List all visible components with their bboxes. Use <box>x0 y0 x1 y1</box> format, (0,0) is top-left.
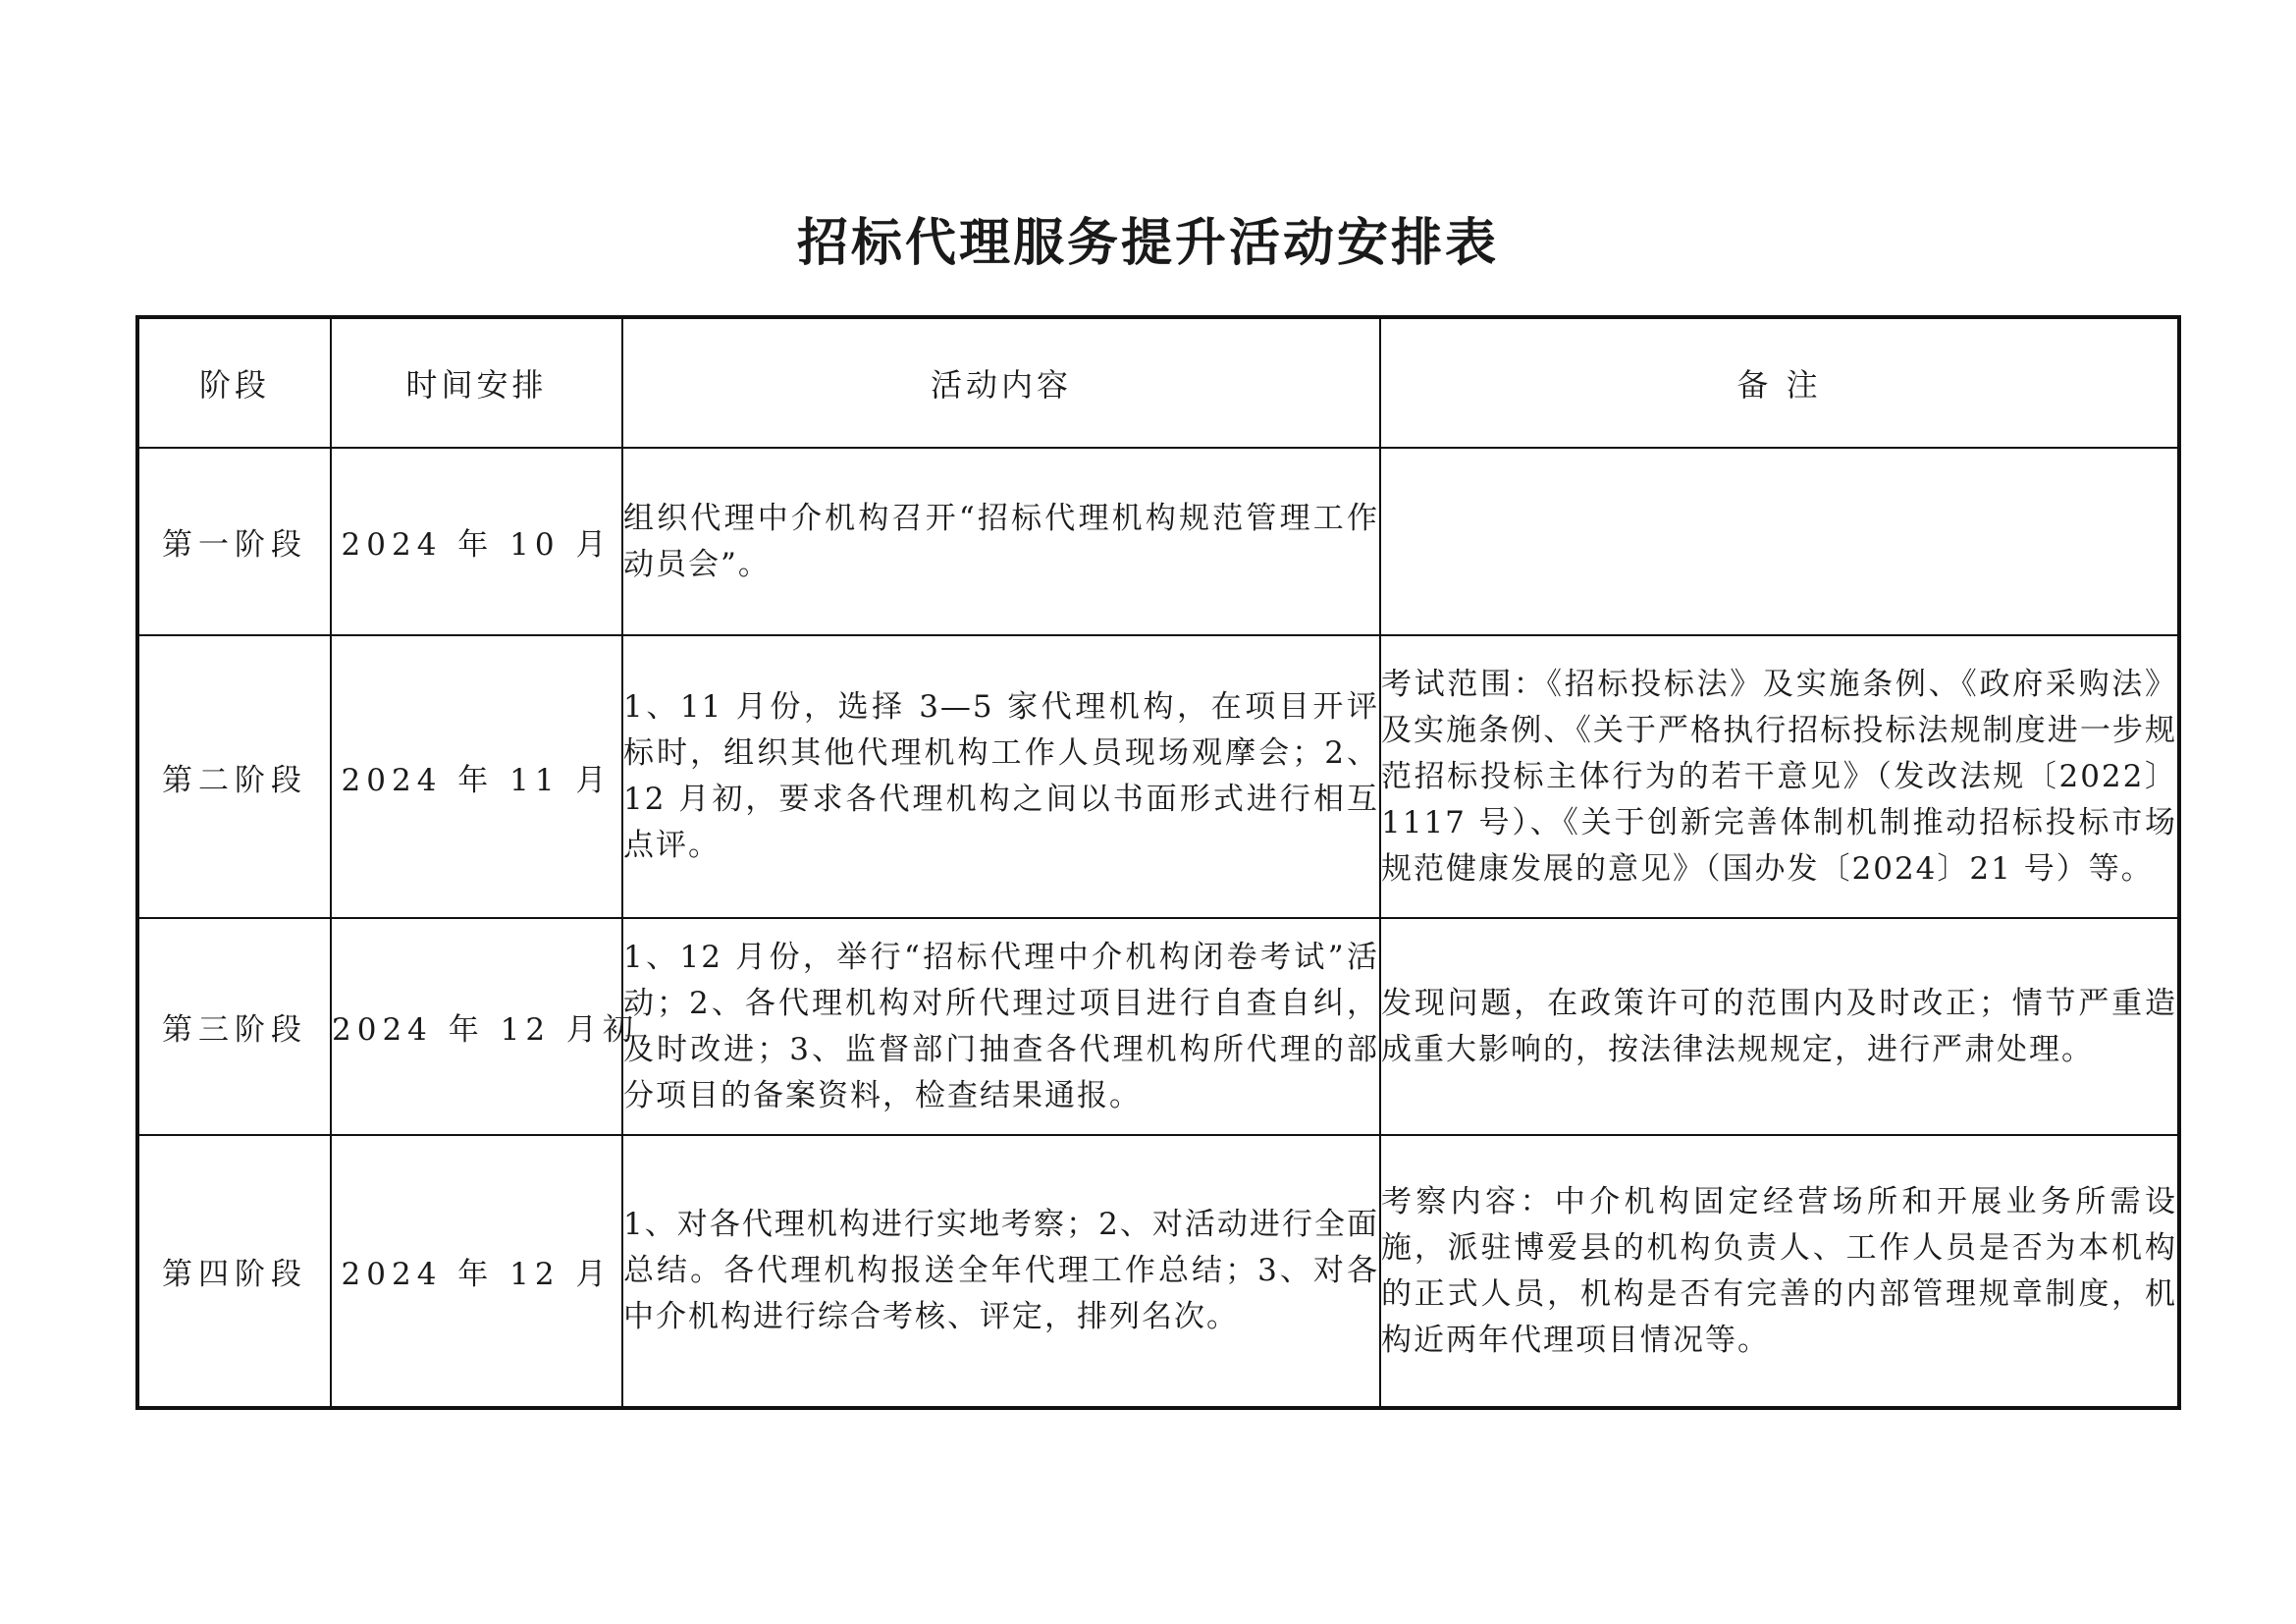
stage-cell: 第四阶段 <box>137 1135 331 1408</box>
activity-cell: 组织代理中介机构召开“招标代理机构规范管理工作动员会”。 <box>622 448 1380 635</box>
table-header-row <box>137 317 2179 448</box>
stage-cell: 第二阶段 <box>137 635 331 918</box>
header-time: 时间安排 <box>331 317 622 448</box>
activity-cell: 1、12 月份，举行“招标代理中介机构闭卷考试”活动；2、各代理机构对所代理过项目进行自查自纠，及时改进；3、监督部门抽查各代理机构所代理的部分项目的备案资料，检查结果通报。 <box>622 918 1380 1135</box>
time-cell: 2024 年 12 月初 <box>331 918 622 1135</box>
notes-cell <box>1380 448 2179 635</box>
header-stage: 阶段 <box>137 317 331 448</box>
table-row <box>137 1135 2179 1408</box>
time-cell: 2024 年 12 月 <box>331 1135 622 1408</box>
header-notes: 备 注 <box>1380 317 2179 448</box>
table-row <box>137 448 2179 635</box>
header-activity: 活动内容 <box>622 317 1380 448</box>
table-row <box>137 635 2179 918</box>
activity-cell: 1、对各代理机构进行实地考察；2、对活动进行全面总结。各代理机构报送全年代理工作总结；3、对各中介机构进行综合考核、评定，排列名次。 <box>622 1135 1380 1408</box>
notes-cell: 发现问题，在政策许可的范围内及时改正；情节严重造成重大影响的，按法律法规规定，进行严肃处理。 <box>1380 918 2179 1135</box>
schedule-table <box>135 315 2181 1410</box>
stage-cell: 第三阶段 <box>137 918 331 1135</box>
notes-cell: 考察内容：中介机构固定经营场所和开展业务所需设施，派驻博爱县的机构负责人、工作人员是否为本机构的正式人员，机构是否有完善的内部管理规章制度，机构近两年代理项目情况等。 <box>1380 1135 2179 1408</box>
activity-cell: 1、11 月份，选择 3—5 家代理机构，在项目开评标时，组织其他代理机构工作人员现场观摩会；2、12 月初，要求各代理机构之间以书面形式进行相互点评。 <box>622 635 1380 918</box>
stage-cell: 第一阶段 <box>137 448 331 635</box>
table-row <box>137 918 2179 1135</box>
time-cell: 2024 年 10 月 <box>331 448 622 635</box>
page-title: 招标代理服务提升活动安排表 <box>796 213 1499 273</box>
notes-cell: 考试范围：《招标投标法》及实施条例、《政府采购法》及实施条例、《关于严格执行招标投标法规制度进一步规范招标投标主体行为的若干意见》（发改法规〔2022〕1117 号）、《关于创新完善体制机制推动招标投标市场规范健康发展的意见》（国办发〔2024〕21 号）等。 <box>1380 635 2179 918</box>
time-cell: 2024 年 11 月 <box>331 635 622 918</box>
